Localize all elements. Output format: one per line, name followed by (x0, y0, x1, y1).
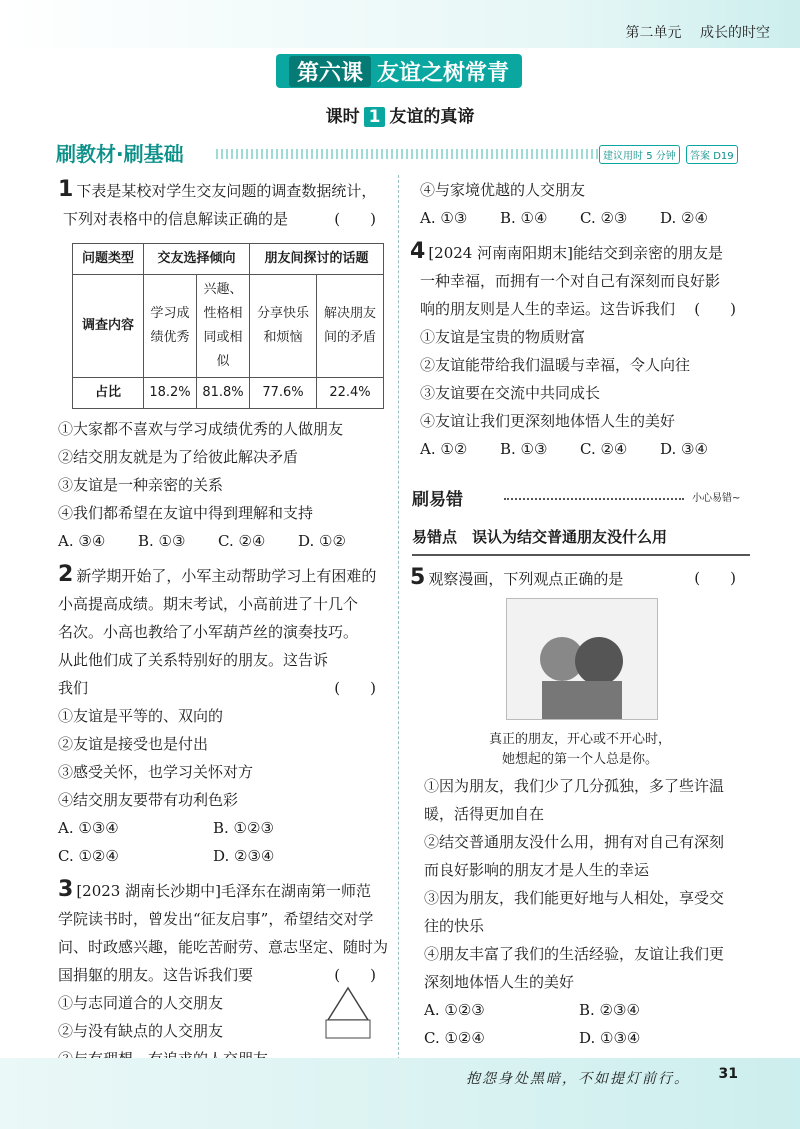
comic-caption: 真正的朋友，开心或不开心时， 她想起的第一个人总是你。 (488, 732, 671, 767)
section-title: 课时 1 友谊的真谛 (325, 107, 475, 127)
page-number: 31 (718, 1066, 738, 1082)
question-4: 4 [2024 河南南阳期末]能结交到亲密的朋友是 一种幸福，而拥有一个对自己有深刻而良好影 响的朋友则是人生的幸运。这告诉我们 ( ) ①友谊是宝贵的物质财富 ②友谊能带给我们温暖与幸福，令人向往 ③友谊要在交流中共同成长 ④友谊让我们更深刻地体悟人生的美好 A. ①② B. ①③ C. ②④ D. ③④ (410, 239, 736, 458)
comic-illustration (506, 598, 658, 720)
question-3: 3 [2023 湖南长沙期中]毛泽东在湖南第一师范 学院读书时，曾发出“征友启事”，希望结交对学 问、时政感兴趣，能吃苦耐劳、意志坚定、随时为 国捐躯的朋友。这告诉我们要 ( ) ①与志同道合的人交朋友 ②与没有缺点的人交朋友 (58, 877, 389, 1040)
dotted-rule (216, 149, 601, 159)
question-3-continued: ④与家境优越的人交朋友 A. ①③ B. ①④ C. ②③ D. ②④ (420, 181, 708, 227)
yicuo-bar (412, 485, 747, 513)
column-divider (398, 175, 399, 1060)
q1-options: A. ③④ B. ①③ C. ②④ D. ①② (58, 532, 346, 550)
answer-tag: 答案 D19 (686, 145, 738, 164)
time-tag: 建议用时 5 分钟 (599, 145, 680, 164)
yicuo-title: 刷易错 (412, 490, 463, 510)
error-point: 易错点 误认为结交普通朋友没什么用 (412, 526, 750, 556)
right-column (410, 176, 750, 463)
brush-title: 刷教材·刷基础 (56, 142, 184, 166)
left-column (58, 176, 390, 1073)
unit-title: 成长的时空 (700, 25, 770, 41)
lesson-name: 友谊之树常青 (377, 60, 510, 86)
running-head (612, 22, 770, 42)
stamp-illustration (318, 980, 378, 1040)
question-5-head: 5 观察漫画，下列观点正确的是 ( ) (410, 565, 736, 590)
lesson-title (276, 54, 522, 88)
question-2: 2 新学期开始了，小军主动帮助学习上有困难的 小高提高成绩。期末考试，小高前进了十几个 名次。小高也教给了小军葫芦丝的演奏技巧。 从此他们成了关系特别好的朋友。这告诉 我们 ( ) ①友谊是平等的、双向的 ②友谊是接受也是付出 ③感受关怀，也学习关怀对方 ④结交朋友要带有功利色彩 A. ①③④ B. ①②③ C. ①②④ D. ②③④ (58, 562, 377, 865)
brush-bar (56, 138, 756, 168)
question-1: 1 下表是某校对学生交友问题的调查数据统计， 下列对表格中的信息解读正确的是 ( ) 问题类型 交友选择倾向 朋友间探讨的话题 调查内容 学习成绩优秀 兴趣、性格相同或相似 分享快乐和烦恼 解决朋友间的矛盾 占比 18.2% 81.8% 77.6% 22.4% ①大家都不喜欢与学习成绩优秀的人做朋友 ②结交朋友就是为了给彼此解决矛盾 ③友谊是一种亲密的关系 ④我们都希望在友谊中得到理解和支持 A. ③④ B. ①③ C. ②④ D. ①② (58, 176, 390, 555)
unit-label: 第二单元 (625, 25, 682, 41)
survey-table: 问题类型 交友选择倾向 朋友间探讨的话题 调查内容 学习成绩优秀 兴趣、性格相同或相似 分享快乐和烦恼 解决朋友间的矛盾 占比 18.2% 81.8% 77.6% 22.4% (72, 243, 384, 409)
lesson-number: 第六课 (289, 56, 371, 87)
yicuo-rule (504, 498, 684, 500)
question-5-body: ①因为朋友，我们少了几分孤独，多了些许温 暖，活得更加自在 ②结交普通朋友没什么用，拥有对自己有深刻 而良好影响的朋友才是人生的幸运 ③因为朋友，我们能更好地与人相处，享受交 往的快乐 ④朋友丰富了我们的生活经验，友谊让我们更 深刻地体悟人生的美好 A. ①②③ B. ②③④ C. ①②④ D. ①③④ (424, 777, 725, 1047)
yicuo-note: 小心易错~ (692, 493, 741, 504)
footer-motto: 抱怨身处黑暗，不如提灯前行。 (466, 1071, 690, 1087)
